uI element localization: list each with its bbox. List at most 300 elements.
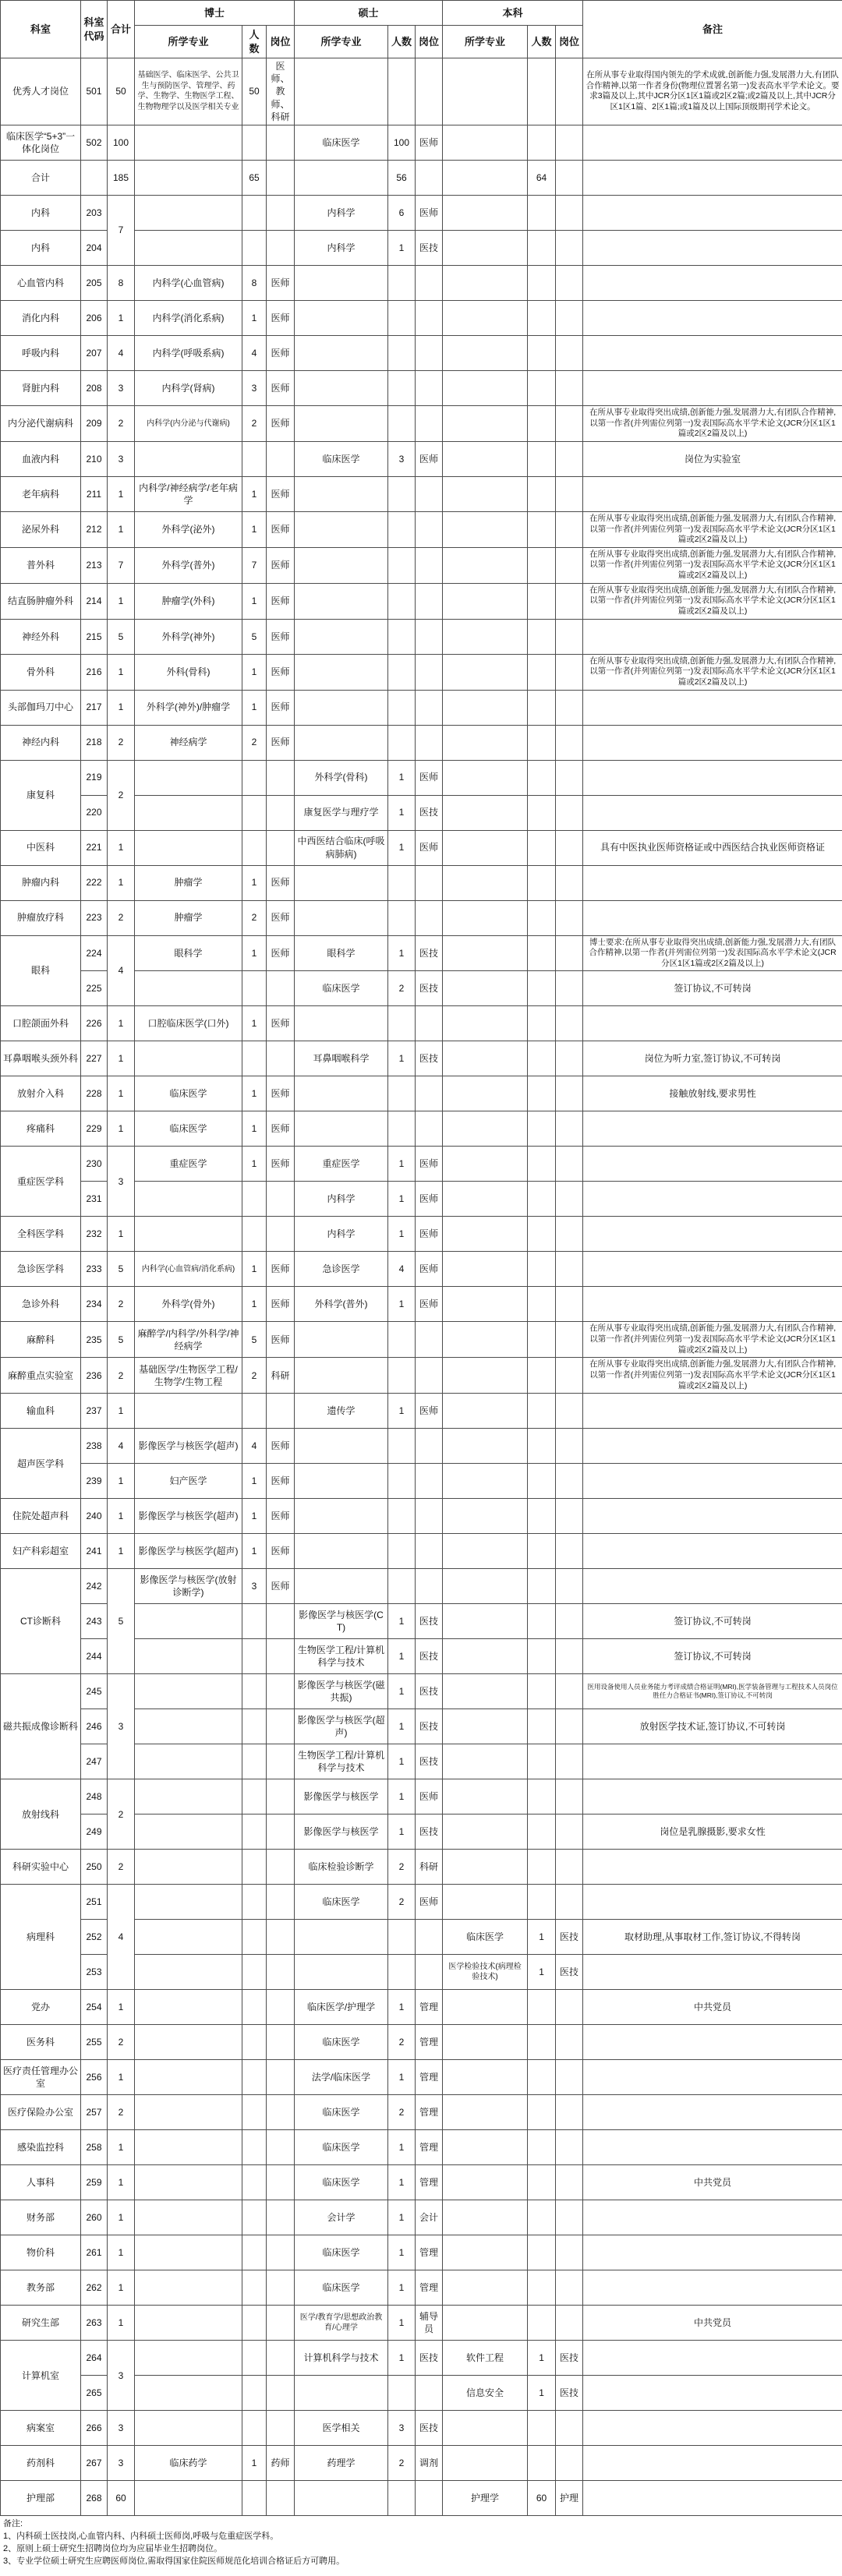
cell-master-major: 临床医学: [295, 2165, 388, 2200]
cell-phd-count: [242, 1885, 267, 1920]
table-row: [1, 1287, 842, 1322]
cell-total: 5: [108, 619, 135, 654]
cell-phd-count: 1: [242, 1252, 267, 1287]
cell-master-major: [295, 1006, 388, 1041]
cell-dept: 中医科: [1, 830, 81, 865]
cell-master-post: 医技: [416, 2341, 443, 2376]
cell-master-post: 医师: [416, 1779, 443, 1815]
cell-phd-major: [135, 1041, 242, 1076]
cell-dept-code: 230: [81, 1147, 108, 1182]
cell-dept-code: 264: [81, 2341, 108, 2376]
cell-master-major: 临床医学: [295, 441, 388, 476]
col-header-bachelor-post: 岗位: [556, 26, 583, 58]
cell-phd-major: [135, 2025, 242, 2060]
cell-phd-major: 影像医学与核医学(超声): [135, 1429, 242, 1464]
cell-master-major: 法学/临床医学: [295, 2060, 388, 2095]
cell-phd-count: 1: [242, 865, 267, 900]
cell-remark: [583, 725, 842, 760]
cell-master-major: [295, 405, 388, 441]
cell-phd-count: [242, 195, 267, 230]
cell-phd-post: [267, 2060, 295, 2095]
cell-phd-post: 医师: [267, 1464, 295, 1499]
table-row: [1, 2060, 842, 2095]
cell-dept-code: 249: [81, 1815, 108, 1850]
cell-bachelor-post: [556, 1639, 583, 1674]
cell-phd-major: 临床医学: [135, 1111, 242, 1147]
cell-bachelor-post: 护理: [556, 2481, 583, 2516]
cell-bachelor-count: [528, 195, 556, 230]
cell-dept: 科研实验中心: [1, 1850, 81, 1885]
cell-total: 185: [108, 160, 135, 195]
cell-phd-major: 基础医学/生物医学工程/生物学/生物工程: [135, 1358, 242, 1394]
cell-phd-major: [135, 195, 242, 230]
cell-phd-major: 内科学(心血管病/消化系病): [135, 1252, 242, 1287]
cell-total: 1: [108, 1990, 135, 2025]
cell-phd-post: 医师: [267, 1429, 295, 1464]
cell-phd-count: [242, 1674, 267, 1709]
cell-master-major: [295, 1955, 388, 1990]
cell-dept-code: 208: [81, 370, 108, 405]
cell-dept-code: [81, 160, 108, 195]
cell-dept: 麻醉重点实验室: [1, 1358, 81, 1394]
cell-total: 1: [108, 865, 135, 900]
cell-bachelor-post: [556, 1358, 583, 1394]
cell-dept-code: 268: [81, 2481, 108, 2516]
cell-master-post: [416, 265, 443, 300]
cell-master-count: [388, 619, 416, 654]
cell-bachelor-count: [528, 1674, 556, 1709]
cell-bachelor-post: [556, 2025, 583, 2060]
cell-phd-major: [135, 2341, 242, 2376]
cell-master-post: [416, 1955, 443, 1990]
cell-remark: 在所从事专业取得突出成绩,创新能力强,发展潜力大,有团队合作精神,以第一作者(并列需位列第一)发表国际高水平学术论文(JCR分区1区1篇或2区2篇及以上): [583, 654, 842, 690]
cell-phd-major: [135, 1744, 242, 1779]
cell-master-count: 1: [388, 1604, 416, 1639]
cell-total: 4: [108, 1885, 135, 1990]
cell-bachelor-post: [556, 1709, 583, 1744]
cell-phd-major: 内科学/神经病学/老年病学: [135, 476, 242, 511]
table-row: [1, 1534, 842, 1569]
cell-bachelor-major: [443, 900, 528, 935]
cell-bachelor-major: [443, 2411, 528, 2446]
cell-master-post: 医技: [416, 1709, 443, 1744]
cell-bachelor-post: [556, 2165, 583, 2200]
cell-master-major: 临床医学: [295, 1885, 388, 1920]
cell-bachelor-major: [443, 1287, 528, 1322]
cell-bachelor-post: [556, 335, 583, 370]
cell-dept-code: 225: [81, 971, 108, 1006]
cell-total: 3: [108, 2446, 135, 2481]
cell-bachelor-major: [443, 2306, 528, 2341]
cell-master-post: 管理: [416, 2165, 443, 2200]
cell-dept: 药剂科: [1, 2446, 81, 2481]
col-header-dept: 科室: [1, 1, 81, 58]
cell-remark: 在所从事专业取得突出成绩,创新能力强,发展潜力大,有团队合作精神,以第一作者(并列需位列第一)发表国际高水平学术论文(JCR分区1区1篇或2区2篇及以上): [583, 1322, 842, 1358]
cell-master-count: [388, 583, 416, 619]
cell-remark: 岗位为听力室,签订协议,不可转岗: [583, 1041, 842, 1076]
cell-bachelor-major: [443, 1815, 528, 1850]
cell-phd-post: 医师: [267, 1534, 295, 1569]
cell-dept-code: 242: [81, 1569, 108, 1604]
cell-remark: [583, 300, 842, 335]
cell-master-major: [295, 2481, 388, 2516]
cell-total: 3: [108, 441, 135, 476]
cell-master-major: 外科学(骨科): [295, 760, 388, 795]
cell-total: 5: [108, 1322, 135, 1358]
cell-bachelor-major: [443, 300, 528, 335]
cell-dept-code: 258: [81, 2130, 108, 2165]
cell-master-major: 内科学: [295, 1217, 388, 1252]
cell-master-count: [388, 1534, 416, 1569]
cell-bachelor-major: [443, 1744, 528, 1779]
cell-master-post: 医技: [416, 971, 443, 1006]
cell-dept: 磁共振成像诊断科: [1, 1674, 81, 1779]
table-row: [1, 265, 842, 300]
cell-phd-count: 1: [242, 300, 267, 335]
table-row: [1, 1779, 842, 1815]
cell-phd-count: 1: [242, 2446, 267, 2481]
cell-dept: 眼科: [1, 935, 81, 1006]
cell-phd-major: [135, 2235, 242, 2270]
cell-master-count: 1: [388, 1744, 416, 1779]
cell-bachelor-post: [556, 619, 583, 654]
cell-phd-major: [135, 2481, 242, 2516]
cell-phd-major: [135, 1779, 242, 1815]
cell-phd-major: 妇产医学: [135, 1464, 242, 1499]
cell-bachelor-count: 1: [528, 1920, 556, 1955]
cell-dept: 头部伽玛刀中心: [1, 690, 81, 725]
cell-remark: 接触放射线,要求男性: [583, 1076, 842, 1111]
cell-master-count: [388, 1955, 416, 1990]
cell-remark: 在所从事专业取得突出成绩,创新能力强,发展潜力大,有团队合作精神,以第一作者(并列需位列第一)发表国际高水平学术论文(JCR分区1区1篇或2区2篇及以上): [583, 511, 842, 547]
cell-master-major: [295, 865, 388, 900]
cell-total: 4: [108, 935, 135, 1006]
cell-master-major: 临床医学: [295, 2270, 388, 2306]
col-header-master-count: 人数: [388, 26, 416, 58]
cell-master-major: [295, 476, 388, 511]
cell-total: 2: [108, 1287, 135, 1322]
cell-total: 2: [108, 900, 135, 935]
cell-bachelor-count: [528, 583, 556, 619]
cell-phd-major: [135, 760, 242, 795]
col-header-total: 合计: [108, 1, 135, 58]
cell-phd-post: 医师: [267, 935, 295, 971]
cell-master-count: 1: [388, 1639, 416, 1674]
cell-master-major: 重症医学: [295, 1147, 388, 1182]
table-row: [1, 2341, 842, 2376]
cell-master-major: 临床医学: [295, 2235, 388, 2270]
cell-dept-code: 241: [81, 1534, 108, 1569]
cell-dept: 神经外科: [1, 619, 81, 654]
cell-dept: 放射线科: [1, 1779, 81, 1850]
cell-master-major: [295, 547, 388, 583]
cell-phd-count: [242, 2200, 267, 2235]
cell-bachelor-count: [528, 1499, 556, 1534]
cell-bachelor-major: [443, 1076, 528, 1111]
table-row: [1, 1322, 842, 1358]
cell-bachelor-post: [556, 2235, 583, 2270]
cell-phd-major: 肿瘤学: [135, 865, 242, 900]
cell-phd-count: 2: [242, 725, 267, 760]
cell-phd-count: 1: [242, 1287, 267, 1322]
cell-bachelor-count: [528, 547, 556, 583]
cell-master-count: [388, 690, 416, 725]
cell-master-count: 1: [388, 760, 416, 795]
cell-master-post: [416, 370, 443, 405]
cell-bachelor-major: 医学检验技术(病理检验技术): [443, 1955, 528, 1990]
table-row: [1, 583, 842, 619]
cell-bachelor-post: [556, 1885, 583, 1920]
cell-dept-code: 240: [81, 1499, 108, 1534]
cell-dept: 物价科: [1, 2235, 81, 2270]
cell-master-post: 医技: [416, 1041, 443, 1076]
table-body: [1, 58, 842, 2516]
cell-bachelor-post: [556, 58, 583, 125]
cell-dept-code: 226: [81, 1006, 108, 1041]
group-header-bachelor: 本科: [443, 1, 583, 26]
cell-phd-count: 2: [242, 405, 267, 441]
cell-dept: 妇产科彩超室: [1, 1534, 81, 1569]
cell-bachelor-major: [443, 1639, 528, 1674]
cell-total: 2: [108, 1779, 135, 1850]
cell-bachelor-major: [443, 1006, 528, 1041]
cell-dept-code: 260: [81, 2200, 108, 2235]
cell-phd-count: [242, 1955, 267, 1990]
cell-master-major: 内科学: [295, 1182, 388, 1217]
cell-bachelor-major: [443, 125, 528, 160]
cell-phd-post: 医师: [267, 1499, 295, 1534]
cell-phd-major: 内科学(肾病): [135, 370, 242, 405]
cell-master-major: 影像医学与核医学(CT): [295, 1604, 388, 1639]
cell-bachelor-major: [443, 405, 528, 441]
cell-master-major: 临床医学: [295, 2130, 388, 2165]
cell-dept-code: 227: [81, 1041, 108, 1076]
cell-master-major: 生物医学工程/计算机科学与技术: [295, 1639, 388, 1674]
cell-master-post: 辅导员: [416, 2306, 443, 2341]
col-header-master-major: 所学专业: [295, 26, 388, 58]
table-row: [1, 1850, 842, 1885]
cell-bachelor-major: [443, 476, 528, 511]
cell-master-count: [388, 1322, 416, 1358]
cell-phd-major: 内科学(心血管病): [135, 265, 242, 300]
cell-dept: 护理部: [1, 2481, 81, 2516]
cell-bachelor-count: [528, 1779, 556, 1815]
cell-remark: [583, 476, 842, 511]
cell-dept: 麻醉科: [1, 1322, 81, 1358]
cell-phd-post: 医师: [267, 865, 295, 900]
cell-bachelor-count: [528, 2270, 556, 2306]
table-row: [1, 1111, 842, 1147]
cell-master-count: [388, 900, 416, 935]
cell-bachelor-count: [528, 2200, 556, 2235]
cell-dept: 人事科: [1, 2165, 81, 2200]
cell-master-post: [416, 900, 443, 935]
cell-phd-post: 医师: [267, 900, 295, 935]
cell-bachelor-major: [443, 58, 528, 125]
cell-dept-code: 237: [81, 1394, 108, 1429]
cell-bachelor-post: [556, 760, 583, 795]
cell-master-post: [416, 690, 443, 725]
cell-phd-major: 外科学(普外): [135, 547, 242, 583]
cell-master-count: [388, 1569, 416, 1604]
table-row: [1, 160, 842, 195]
cell-dept: 财务部: [1, 2200, 81, 2235]
cell-phd-major: [135, 2130, 242, 2165]
cell-bachelor-count: [528, 1041, 556, 1076]
cell-phd-major: [135, 795, 242, 830]
table-row: [1, 1674, 842, 1709]
header-group-row: [1, 1, 842, 26]
cell-remark: [583, 1147, 842, 1182]
cell-remark: [583, 1429, 842, 1464]
cell-master-major: 内科学: [295, 195, 388, 230]
footer-note: 3、专业学位硕士研究生应聘医师岗位,需取得国家住院医师规范化培训合格证后方可聘用。: [3, 2556, 839, 2568]
cell-bachelor-major: [443, 760, 528, 795]
cell-dept: 消化内科: [1, 300, 81, 335]
col-header-phd-post: 岗位: [267, 26, 295, 58]
cell-master-major: [295, 690, 388, 725]
cell-remark: [583, 795, 842, 830]
footer-notes-title: 备注:: [3, 2518, 839, 2531]
cell-phd-count: [242, 1990, 267, 2025]
cell-master-count: 1: [388, 1779, 416, 1815]
cell-phd-post: [267, 2095, 295, 2130]
cell-dept-code: 233: [81, 1252, 108, 1287]
cell-phd-post: [267, 1885, 295, 1920]
cell-remark: [583, 1885, 842, 1920]
cell-remark: 在所从事专业取得突出成绩,创新能力强,发展潜力大,有团队合作精神,以第一作者(并列需位列第一)发表国际高水平学术论文(JCR分区1区1篇或2区2篇及以上): [583, 405, 842, 441]
table-row: [1, 619, 842, 654]
cell-remark: [583, 160, 842, 195]
cell-bachelor-count: [528, 795, 556, 830]
cell-master-count: 1: [388, 795, 416, 830]
cell-bachelor-post: [556, 690, 583, 725]
cell-bachelor-post: [556, 195, 583, 230]
cell-master-count: 1: [388, 1147, 416, 1182]
cell-bachelor-count: [528, 1464, 556, 1499]
cell-dept: 急诊外科: [1, 1287, 81, 1322]
cell-bachelor-count: [528, 2411, 556, 2446]
cell-master-count: 1: [388, 1287, 416, 1322]
cell-master-count: 2: [388, 1850, 416, 1885]
cell-remark: [583, 900, 842, 935]
cell-total: 5: [108, 1252, 135, 1287]
cell-dept-code: 265: [81, 2376, 108, 2411]
cell-bachelor-post: 医技: [556, 2376, 583, 2411]
cell-phd-post: [267, 1990, 295, 2025]
cell-master-count: 1: [388, 2060, 416, 2095]
cell-bachelor-major: [443, 511, 528, 547]
cell-bachelor-major: [443, 2270, 528, 2306]
cell-phd-major: [135, 441, 242, 476]
cell-phd-post: [267, 795, 295, 830]
cell-bachelor-count: 1: [528, 2376, 556, 2411]
cell-remark: 医用设备使用人员业务能力考评成绩合格证明(MRI),医学装备管理与工程技术人员岗位胜任力合格证书(MRI),签订协议,不可转岗: [583, 1674, 842, 1709]
cell-bachelor-major: [443, 1464, 528, 1499]
cell-bachelor-post: [556, 230, 583, 265]
cell-bachelor-post: [556, 2200, 583, 2235]
cell-phd-major: 内科学(呼吸系病): [135, 335, 242, 370]
cell-bachelor-count: [528, 1990, 556, 2025]
cell-phd-major: 眼科学: [135, 935, 242, 971]
cell-bachelor-post: [556, 654, 583, 690]
cell-bachelor-count: [528, 476, 556, 511]
cell-bachelor-count: [528, 1429, 556, 1464]
cell-master-major: [295, 725, 388, 760]
cell-bachelor-count: [528, 1604, 556, 1639]
cell-master-count: [388, 654, 416, 690]
cell-dept-code: 502: [81, 125, 108, 160]
cell-master-count: [388, 865, 416, 900]
cell-dept: 内科: [1, 230, 81, 265]
cell-total: 1: [108, 2306, 135, 2341]
cell-dept-code: 232: [81, 1217, 108, 1252]
cell-dept-code: 248: [81, 1779, 108, 1815]
cell-master-major: 生物医学工程/计算机科学与技术: [295, 1744, 388, 1779]
cell-master-post: 医师: [416, 1147, 443, 1182]
cell-master-post: [416, 160, 443, 195]
cell-master-major: 眼科学: [295, 935, 388, 971]
cell-phd-post: [267, 1639, 295, 1674]
cell-remark: 博士要求:在所从事专业取得突出成绩,创新能力强,发展潜力大,有团队合作精神,以第一作者(并列需位列第一)发表国际高水平学术论文(JCR分区1区1篇或2区2篇及以上): [583, 935, 842, 971]
cell-master-count: 1: [388, 1394, 416, 1429]
cell-master-major: 临床医学: [295, 2025, 388, 2060]
cell-dept-code: 215: [81, 619, 108, 654]
cell-remark: 中共党员: [583, 2165, 842, 2200]
cell-phd-post: 医师: [267, 511, 295, 547]
cell-bachelor-major: [443, 265, 528, 300]
cell-bachelor-major: [443, 865, 528, 900]
cell-phd-major: 外科学(骨外): [135, 1287, 242, 1322]
table-row: [1, 1147, 842, 1182]
cell-remark: [583, 1850, 842, 1885]
cell-dept-code: 220: [81, 795, 108, 830]
cell-dept: 心血管内科: [1, 265, 81, 300]
cell-dept: 康复科: [1, 760, 81, 830]
cell-dept: 临床医学“5+3”一体化岗位: [1, 125, 81, 160]
cell-bachelor-count: [528, 2235, 556, 2270]
cell-phd-major: 外科学(神外)/肿瘤学: [135, 690, 242, 725]
cell-bachelor-major: [443, 2446, 528, 2481]
cell-master-post: 管理: [416, 2060, 443, 2095]
cell-remark: 取材助理,从事取材工作,签订协议,不得转岗: [583, 1920, 842, 1955]
cell-phd-major: [135, 1182, 242, 1217]
cell-bachelor-major: [443, 2130, 528, 2165]
cell-bachelor-post: [556, 1076, 583, 1111]
cell-bachelor-count: [528, 2306, 556, 2341]
cell-phd-post: [267, 1604, 295, 1639]
cell-total: 2: [108, 405, 135, 441]
table-row: [1, 58, 842, 125]
cell-bachelor-major: [443, 1499, 528, 1534]
cell-master-post: 医技: [416, 1744, 443, 1779]
cell-bachelor-post: [556, 300, 583, 335]
cell-master-post: 医技: [416, 1674, 443, 1709]
cell-dept-code: 236: [81, 1358, 108, 1394]
cell-bachelor-post: [556, 405, 583, 441]
cell-master-major: 医学/教育学/思想政治教育/心理学: [295, 2306, 388, 2341]
cell-dept-code: 262: [81, 2270, 108, 2306]
cell-bachelor-count: [528, 265, 556, 300]
cell-dept: 医务科: [1, 2025, 81, 2060]
cell-bachelor-major: [443, 1147, 528, 1182]
cell-master-count: [388, 511, 416, 547]
cell-dept: 病案室: [1, 2411, 81, 2446]
cell-master-post: [416, 1006, 443, 1041]
cell-phd-post: [267, 1815, 295, 1850]
cell-total: 2: [108, 1358, 135, 1394]
cell-master-count: 1: [388, 1182, 416, 1217]
